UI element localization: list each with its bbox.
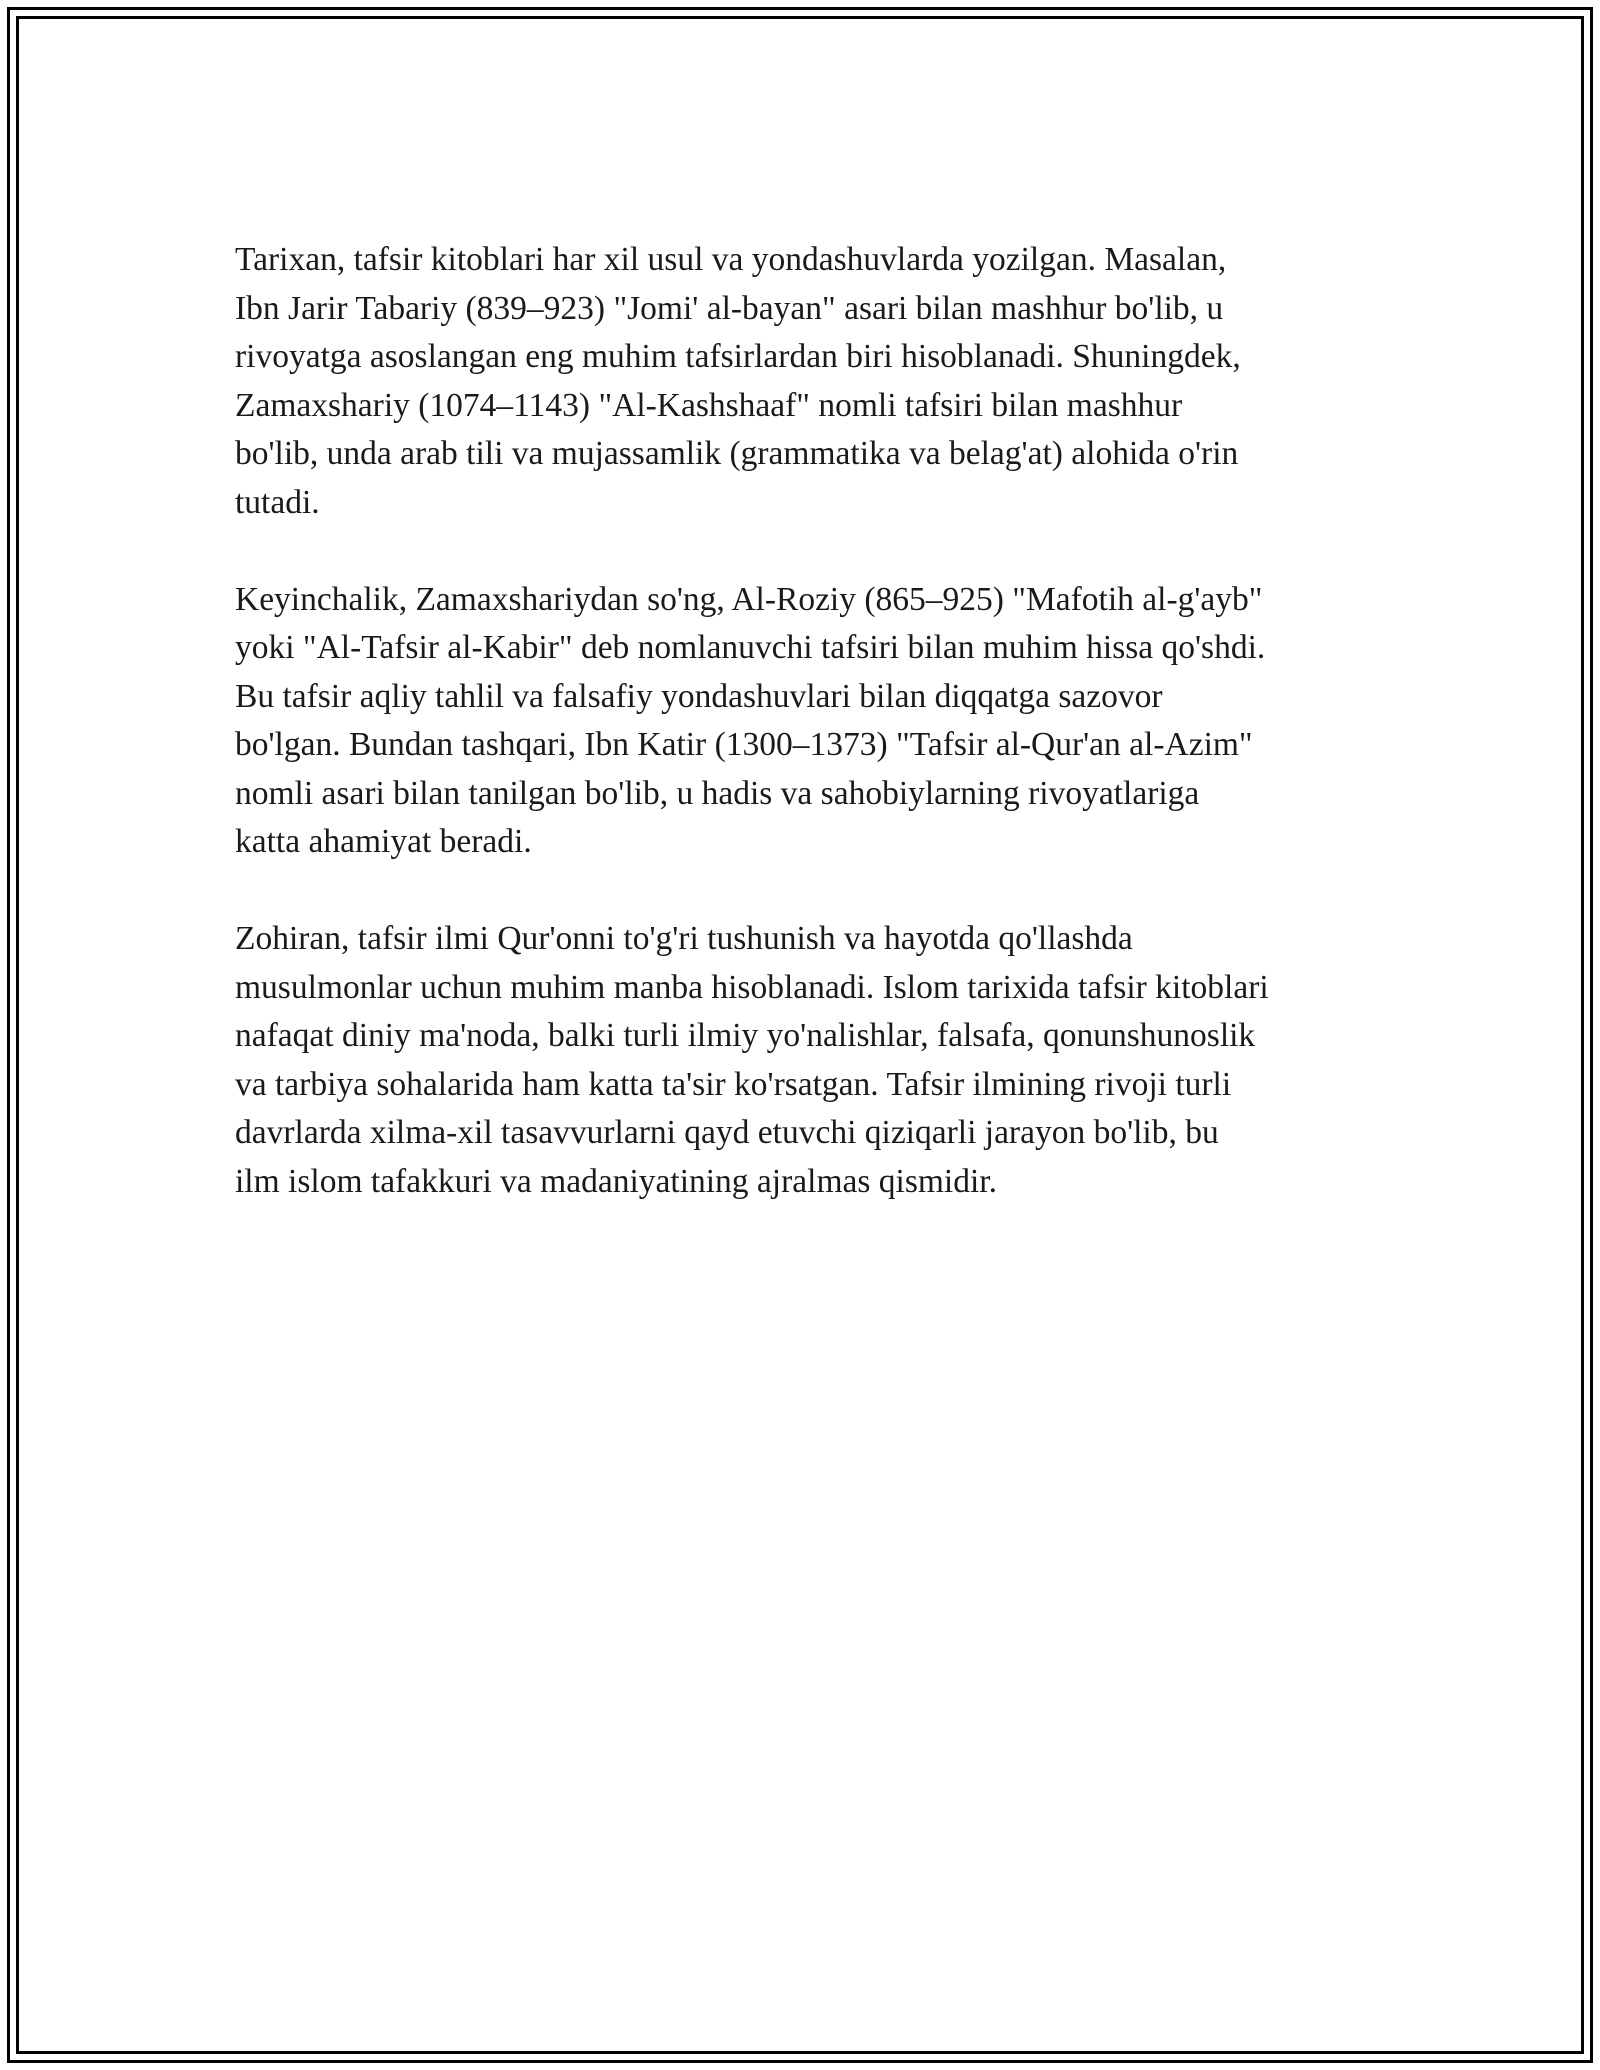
- document-body: [235, 236, 1395, 1255]
- paragraph-3: [235, 915, 1395, 1206]
- text-line: rivoyatga asoslangan eng muhim tafsirlardan biri hisoblanadi. Shuningdek,: [235, 338, 1241, 375]
- text-line: Zohiran, tafsir ilmi Qur'onni to'g'ri tushunish va hayotda qo'llashda: [235, 920, 1133, 957]
- text-line: bo'lib, unda arab tili va mujassamlik (grammatika va belag'at) alohida o'rin: [235, 435, 1239, 472]
- text-line: Keyinchalik, Zamaxshariydan so'ng, Al-Roziy (865–925) "Mafotih al-g'ayb": [235, 580, 1263, 618]
- text-line: Bu tafsir aqliy tahlil va falsafiy yondashuvlari bilan diqqatga sazovor: [235, 677, 1163, 715]
- text-line: nafaqat diniy ma'noda, balki turli ilmiy yo'nalishlar, falsafa, qonunshunoslik: [235, 1017, 1256, 1054]
- text-line: bo'lgan. Bundan tashqari, Ibn Katir (1300–1373) "Tafsir al-Qur'an al-Azim": [235, 726, 1253, 763]
- text-line: katta ahamiyat beradi.: [235, 823, 532, 860]
- text-line: yoki "Al-Tafsir al-Kabir" deb nomlanuvchi tafsiri bilan muhim hissa qo'shdi.: [235, 629, 1266, 666]
- text-line: davrlarda xilma-xil tasavvurlarni qayd etuvchi qiziqarli jarayon bo'lib, bu: [235, 1114, 1219, 1151]
- text-line: va tarbiya sohalarida ham katta ta'sir ko'rsatgan. Tafsir ilmining rivoji turli: [235, 1065, 1232, 1103]
- paragraph-1: [235, 236, 1395, 527]
- text-line: nomli asari bilan tanilgan bo'lib, u hadis va sahobiylarning rivoyatlariga: [235, 774, 1200, 812]
- text-line: Ibn Jarir Tabariy (839–923) "Jomi' al-bayan" asari bilan mashhur bo'lib, u: [235, 289, 1224, 327]
- text-line: Tarixan, tafsir kitoblari har xil usul va yondashuvlarda yozilgan. Masalan,: [235, 241, 1227, 278]
- text-line: ilm islom tafakkuri va madaniyatining ajralmas qismidir.: [235, 1162, 997, 1200]
- text-line: Zamaxshariy (1074–1143) "Al-Kashshaaf" nomli tafsiri bilan mashhur: [235, 386, 1183, 424]
- paragraph-2: [235, 576, 1395, 867]
- text-line: tutadi.: [235, 483, 320, 521]
- text-line: musulmonlar uchun muhim manba hisoblanadi. Islom tarixida tafsir kitoblari: [235, 968, 1269, 1006]
